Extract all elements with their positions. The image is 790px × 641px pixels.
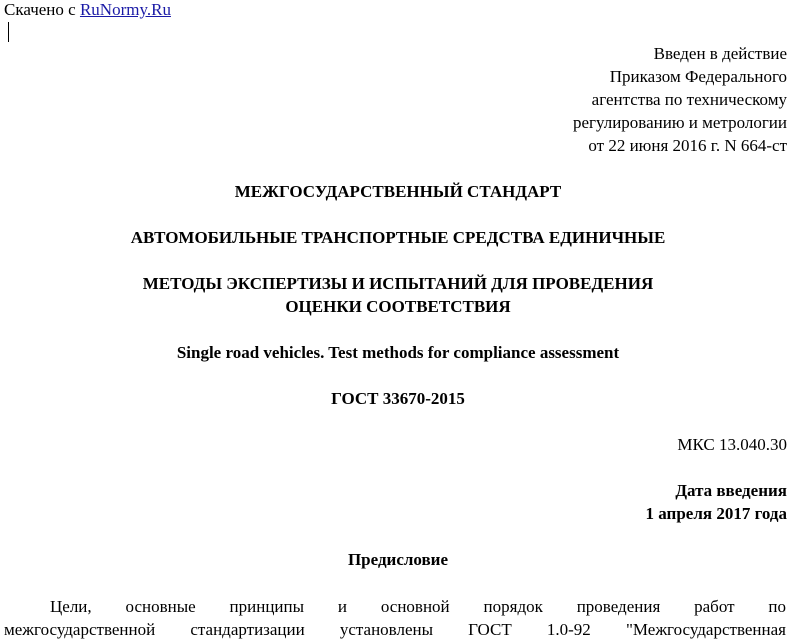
preface-heading: Предисловие	[347, 550, 449, 569]
enactment-line: от 22 июня 2016 г. N 664-ст	[588, 136, 787, 155]
standard-subtitle-line-1: МЕТОДЫ ЭКСПЕРТИЗЫ И ИСПЫТАНИЙ ДЛЯ ПРОВЕДЕНИЯ	[142, 274, 654, 293]
enactment-line: Приказом Федерального	[609, 67, 787, 86]
preface-line-1: Цели, основные принципы и основной порядок проведения работ по	[50, 597, 786, 616]
runormy-link[interactable]: RuNormy.Ru	[79, 0, 171, 19]
standard-subtitle-line-2: ОЦЕНКИ СООТВЕТСТВИЯ	[285, 297, 511, 316]
english-title: Single road vehicles. Test methods for compliance assessment	[176, 343, 620, 362]
standard-title-line: АВТОМОБИЛЬНЫЕ ТРАНСПОРТНЫЕ СРЕДСТВА ЕДИНИЧНЫЕ	[130, 228, 666, 247]
interstate-standard-heading: МЕЖГОСУДАРСТВЕННЫЙ СТАНДАРТ	[234, 182, 562, 201]
gost-number: ГОСТ 33670-2015	[331, 389, 465, 408]
enactment-line: Введен в действие	[653, 44, 787, 63]
preface-paragraph	[4, 595, 786, 641]
introduction-date-label: Дата введения	[675, 481, 787, 500]
mks-code: МКС 13.040.30	[677, 435, 787, 454]
download-source-line	[4, 0, 171, 21]
enactment-line: агентства по техническому	[591, 90, 787, 109]
enactment-block	[387, 42, 787, 157]
introduction-date-value: 1 апреля 2017 года	[645, 504, 787, 523]
text-cursor	[8, 22, 9, 42]
download-prefix: Скачено с	[4, 0, 80, 19]
enactment-line: регулированию и метрологии	[572, 113, 787, 132]
preface-line-2: межгосударственной стандартизации установлены ГОСТ 1.0-92 "Межгосударственная	[4, 620, 786, 639]
